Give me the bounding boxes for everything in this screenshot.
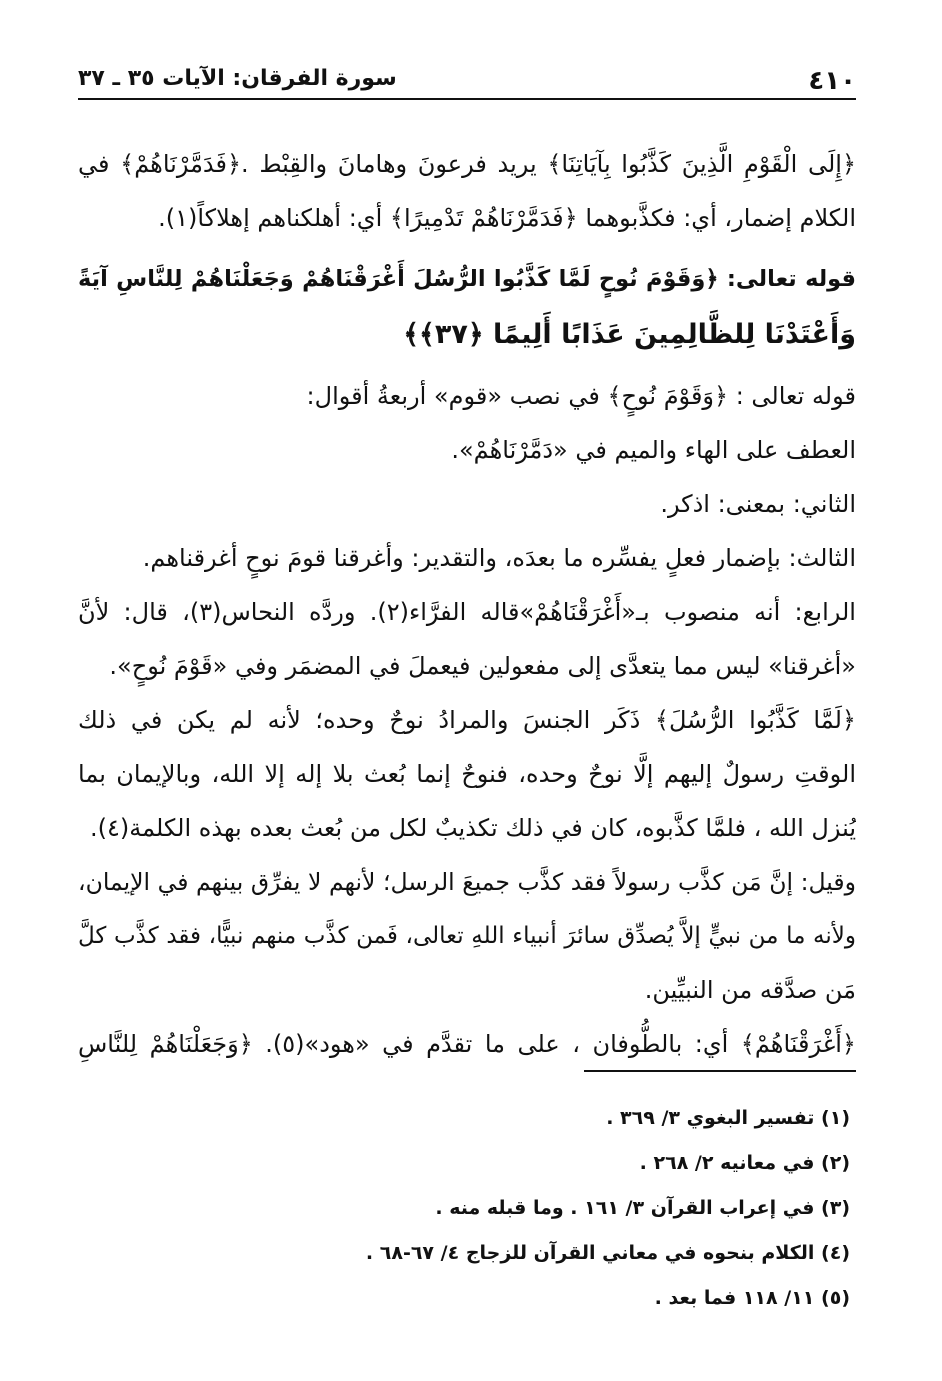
footnote: (٥) ١١/ ١١٨ فما بعد .: [654, 1287, 850, 1309]
text-line: ولأنه ما من نبيٍّ إلاَّ يُصدِّق سائرَ أنبياء اللهِ تعالى، فَمن كذَّب منهم نبيًّا، فقد كذَّب كلَّ: [78, 923, 856, 949]
text-line: الوقتِ رسولٌ إليهم إلَّا نوحٌ وحده، فنوحٌ إنما بُعث بلا إله إلا الله، وبالإيمان بما: [78, 760, 856, 788]
text-line: ﴿أَغْرَقْنَاهُمْ﴾ أي: بالطُّوفان ، على ما تقدَّم في «هود»(٥). ﴿وَجَعَلْنَاهُمْ لِلنَّاسِ: [78, 1030, 856, 1058]
text-line: ﴿إِلَى الْقَوْمِ الَّذِينَ كَذَّبُوا بِآيَاتِنَا﴾ يريد فرعونَ وهامانَ والقِبْط .﴿فَدَمَّرْنَاهُمْ﴾ في: [78, 150, 856, 178]
text-line: وقيل: إنَّ مَن كذَّب رسولاً فقد كذَّب جميعَ الرسل؛ لأنهم لا يفرِّق بينهم في الإيمان،: [78, 868, 856, 896]
verse-heading-line: قوله تعالى: ﴿وَقَوْمَ نُوحٍ لَمَّا كَذَّبُوا الرُّسُلَ أَغْرَقْنَاهُمْ وَجَعَلْنَاهُمْ لِلنَّاسِ آيَةً: [78, 266, 856, 292]
running-title: سورة الفرقان: الآيات ٣٥ ـ ٣٧: [78, 66, 397, 91]
footnote: (١) تفسير البغوي ٣/ ٣٦٩ .: [606, 1107, 850, 1129]
text-line: العطف على الهاء والميم في «دَمَّرْنَاهُمْ».: [451, 436, 856, 464]
text-line: الثاني: بمعنى: اذكر.: [660, 490, 856, 518]
text-line: ﴿لَمَّا كَذَّبُوا الرُّسُلَ﴾ ذَكَر الجنسَ والمرادُ نوحٌ وحده؛ لأنه لم يكن في ذلك: [78, 706, 856, 734]
verse-heading-line: وَأَعْتَدْنَا لِلظَّالِمِينَ عَذَابًا أَلِيمًا ﴿٣٧﴾﴾: [403, 319, 856, 350]
page-header: [78, 62, 856, 100]
text-line: «أغرقنا» ليس مما يتعدَّى إلى مفعولين فيعملَ في المضمَر وفي «قَوْمَ نُوحٍ».: [109, 652, 856, 680]
text-line: مَن صدَّقه من النبيِّين.: [644, 976, 856, 1004]
text-line: الثالث: بإضمار فعلٍ يفسِّره ما بعدَه، والتقدير: وأغرقنا قومَ نوحٍ أغرقناهم.: [142, 544, 856, 572]
main-text: [78, 137, 856, 1071]
text-line: الرابع: أنه منصوب بـ«أَغْرَقْنَاهُمْ»قاله الفرَّاء(٢). وردَّه النحاس(٣)، قال: لأنَّ: [78, 598, 856, 626]
footnote: (٤) الكلام بنحوه في معاني القرآن للزجاج ٤/ ٦٧-٦٨ .: [365, 1242, 850, 1264]
text-line: قوله تعالى : ﴿وَقَوْمَ نُوحٍ﴾ في نصب «قوم» أربعةُ أقوال:: [306, 382, 856, 410]
footnote-separator: [584, 1070, 856, 1072]
footnote: (٣) في إعراب القرآن ٣/ ١٦١ . وما قبله منه .: [435, 1197, 850, 1219]
text-line: يُنزل الله ، فلمَّا كذَّبوه، كان في ذلك تكذيبٌ لكل من بُعث بعده بهذه الكلمة(٤).: [89, 814, 856, 842]
footnote: (٢) في معانيه ٢/ ٢٦٨ .: [639, 1152, 850, 1174]
footnotes: [78, 1096, 850, 1321]
text-line: الكلام إضمار، أي: فكذَّبوهما ﴿فَدَمَّرْنَاهُمْ تَدْمِيرًا﴾ أي: أهلكناهم إهلاكاً(١).: [158, 204, 856, 232]
page-number: ٤١٠: [808, 66, 856, 96]
